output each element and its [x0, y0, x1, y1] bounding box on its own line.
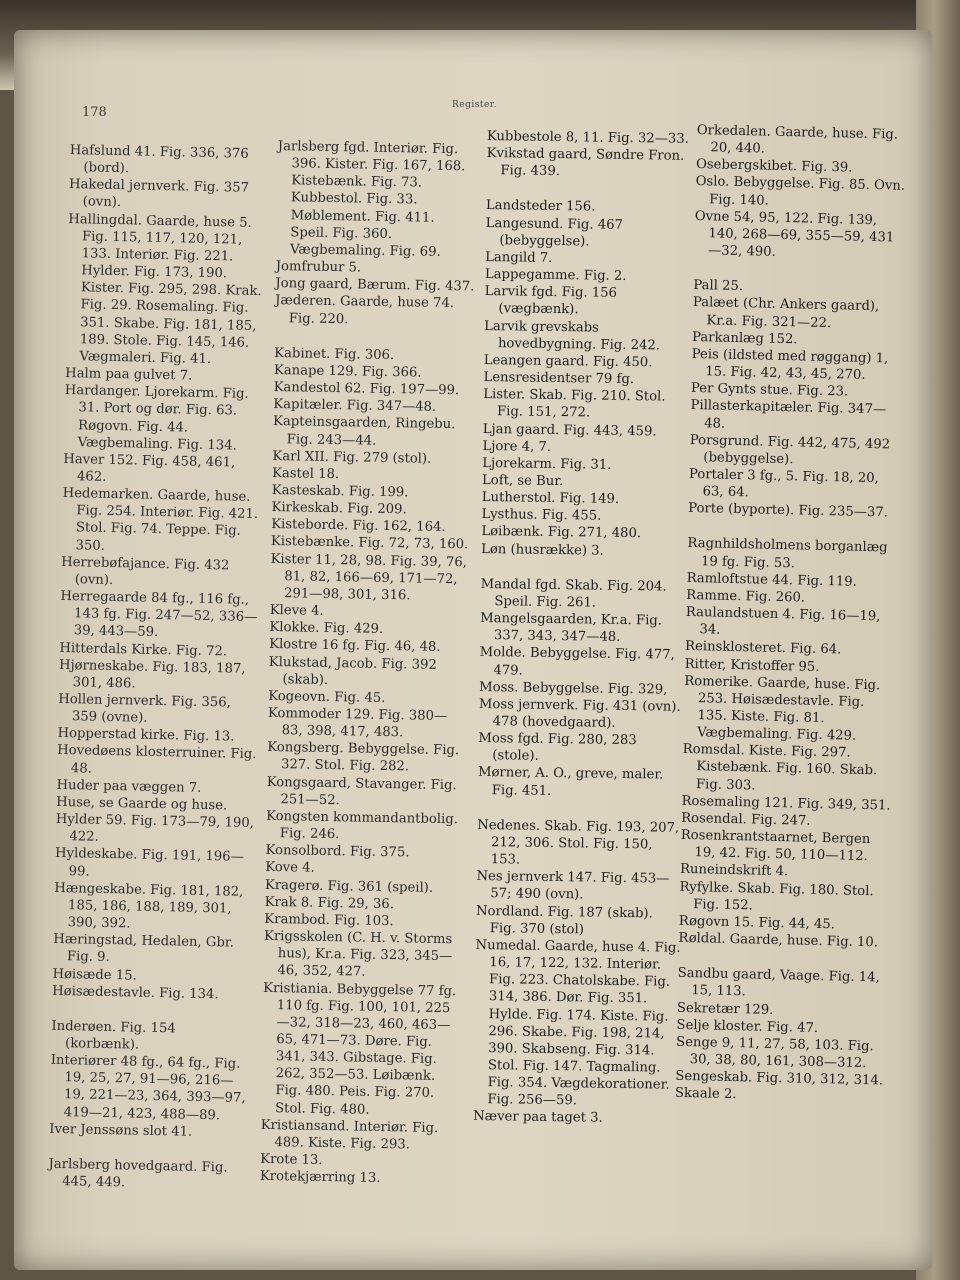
index-entry: Hedemarken. Gaarde, huse. Fig. 254. Interiør. Fig. 421. Stol. Fig. 74. Teppe. Fig. 350.: [62, 486, 259, 554]
index-entry: Lutherstol. Fig. 149.: [481, 490, 620, 508]
index-entry: Kogeovn. Fig. 45.: [268, 688, 386, 706]
index-entry: Ragnhildsholmens borganlæg 19 fg. Fig. 53.: [687, 536, 888, 571]
index-entry: Næver paa taget 3.: [473, 1109, 603, 1127]
index-entry: Moss jernverk. Fig. 431 (ovn). 478 (hovedgaard).: [478, 696, 681, 731]
index-entry: Hardanger. Ljorekarm. Fig. 31. Port og dør. Fig. 63. Røgovn. Fig. 44. Vægbemaling. Fig. 134.: [64, 383, 249, 454]
index-entry: Jarlsberg hovedgaard. Fig. 445, 449.: [48, 1156, 228, 1191]
index-entry: Høisædestavle. Fig. 134.: [52, 983, 219, 1002]
index-entry: Kongsten kommandantbolig. Fig. 246.: [266, 808, 459, 843]
index-entry: Løibænk. Fig. 271, 480.: [481, 524, 642, 542]
index-entry: Kristiansand. Interiør. Fig. 489. Kiste. Fig. 293.: [260, 1117, 439, 1153]
index-entry: Jæderen. Gaarde, huse 74. Fig. 220.: [275, 293, 455, 327]
index-entry: Løn (husrække) 3.: [481, 541, 604, 559]
index-entry: Landsteder 156.: [485, 198, 596, 215]
index-entry: Kirkeskab. Fig. 209.: [271, 500, 407, 518]
index-entry: Porte (byporte). Fig. 235—37.: [688, 501, 889, 521]
index-entry: Portaler 3 fg., 5. Fig. 18, 20, 63, 64.: [688, 466, 879, 501]
index-entry: Karl XII. Fig. 279 (stol).: [272, 448, 432, 467]
index-column-3: [473, 128, 692, 1128]
index-entry: Mandal fgd. Skab. Fig. 204. Speil. Fig. 261.: [480, 576, 667, 611]
index-entry: Røgovn 15. Fig. 44, 45.: [678, 913, 836, 933]
index-entry: Moss fgd. Fig. 280, 283 (stole).: [478, 731, 637, 765]
index-entry: Jong gaard, Bærum. Fig. 437.: [275, 276, 475, 295]
index-entry: Huse, se Gaarde og huse.: [56, 794, 228, 814]
index-entry: Nordland. Fig. 187 (skab). Fig. 370 (stol): [475, 903, 653, 938]
index-entry: Kapitæler. Fig. 347—48.: [273, 397, 437, 415]
index-entry: Oslo. Bebyggelse. Fig. 85. Ovn. Fig. 140.: [695, 174, 906, 209]
index-entry: Haver 152. Fig. 458, 461, 462.: [63, 451, 236, 485]
index-entry: Loft, se Bur.: [481, 472, 564, 490]
index-entry: Kapteinsgaarden, Ringebu. Fig. 243—44.: [272, 414, 456, 449]
index-entry: Ritter, Kristoffer 95.: [684, 656, 820, 675]
index-entry: Hallingdal. Gaarde, huse 5. Fig. 115, 117, 120, 121, 133. Interiør. Fig. 221. Hylder. Fig. 173, 190. Kister. Fig. 295, 298. Krak. Fig. 29. Rosemaling. Fig. 351. Skabe. Fig. 181, 185, 189. Stole. Fig. 145, 146. Vægmaleri. Fig. 41.: [68, 211, 262, 367]
index-entry: Runeindskrift 4.: [679, 862, 789, 880]
index-entry: Krotekjærring 13.: [259, 1169, 381, 1187]
index-entry: Høisæde 15.: [52, 966, 137, 984]
index-entry: Kasteskab. Fig. 199.: [271, 482, 409, 501]
page-number: 178: [82, 105, 107, 120]
index-entry: Jarlsberg fgd. Interiør. Fig. 396. Kister. Fig. 167, 168. Kistebænk. Fig. 73. Kubbestol. Fig. 33. Møblement. Fig. 411. Speil. Fig. 360. Vægbemaling. Fig. 69.: [277, 138, 466, 260]
index-entry: Porsgrund. Fig. 442, 475, 492 (bebyggelse).: [689, 432, 891, 468]
index-entry: Hovedøens klosterruiner. Fig. 48.: [57, 743, 257, 777]
index-entry: Nedenes. Skab. Fig. 193, 207, 212, 306. Stol. Fig. 150, 153.: [477, 817, 680, 868]
index-entry: Kristiania. Bebyggelse 77 fg. 110 fg. Fig. 100, 101, 225—32, 318—23, 460, 463—65, 471—73. Døre. Fig. 341, 343. Gibstage. Fig. 262, 352—53. Løibænk. Fig. 480. Peis. Fig. 270. Stol. Fig. 480.: [263, 980, 457, 1118]
index-entry: Skaale 2.: [674, 1086, 737, 1103]
index-entry: Kastel 18.: [272, 465, 340, 482]
index-entry: Senge 9, 11, 27, 58, 103. Fig. 30, 38, 80, 161, 308—312.: [675, 1034, 874, 1072]
index-column-4: [675, 122, 907, 1107]
index-entry: Larvik grevskabs hovedbygning. Fig. 242.: [484, 318, 661, 354]
index-entry: Kandestol 62. Fig. 197—99.: [273, 379, 460, 399]
index-entry: Ramme. Fig. 260.: [686, 587, 806, 606]
index-entry: Hylder 59. Fig. 173—79, 190, 422.: [55, 811, 255, 846]
index-entry: Klokke. Fig. 429.: [269, 620, 384, 638]
index-entry: Sengeskab. Fig. 310, 312, 314.: [675, 1068, 884, 1089]
running-head: Register.: [452, 100, 497, 110]
index-entry: Numedal. Gaarde, huse 4. Fig. 16, 17, 122, 132. Interiør. Fig. 223. Chatolskabe. Fig. 314, 386. Dør. Fig. 351. Hylde. Fig. 174. Kiste. Fig. 296. Skabe. Fig. 198, 214, 390. Skabseng. Fig. 314. Stol. Fig. 147. Tagmaling. Fig. 354. Vægdekorationer. Fig. 256—59.: [475, 937, 681, 1109]
index-entry: Røldal. Gaarde, huse. Fig. 10.: [678, 930, 879, 951]
index-entry: Peis (ildsted med røggang) 1, 15. Fig. 42, 43, 45, 270.: [691, 346, 889, 383]
index-entry: Klukstad, Jacob. Fig. 392 (skab).: [268, 654, 437, 688]
index-entry: Mørner, A. O., greve, maler. Fig. 451.: [477, 765, 664, 799]
index-entry: Leangen gaard. Fig. 450.: [483, 352, 653, 371]
index-entry: Krote 13.: [260, 1151, 323, 1168]
index-entry: Klostre 16 fg. Fig. 46, 48.: [269, 637, 441, 656]
index-entry: Parkanlæg 152.: [691, 329, 798, 348]
index-entry: Osebergskibet. Fig. 39.: [695, 157, 853, 176]
index-entry: Kabinet. Fig. 306.: [274, 345, 395, 363]
index-entry: Hafslund 41. Fig. 336, 376 (bord).: [69, 142, 249, 177]
index-entry: Rosendal. Fig. 247.: [681, 810, 811, 829]
index-entry: Halm paa gulvet 7.: [64, 365, 193, 384]
index-entry: Rosemaling 121. Fig. 349, 351.: [681, 793, 891, 814]
index-entry: Krambod. Fig. 103.: [264, 911, 394, 930]
index-entry: Hjørneskabe. Fig. 183, 187, 301, 486.: [58, 657, 246, 692]
index-entry: Lister. Skab. Fig. 210. Stol. Fig. 151, 272.: [483, 387, 666, 421]
index-entry: Pillasterkapitæler. Fig. 347—48.: [690, 398, 887, 432]
index-entry: Ljore 4, 7.: [482, 438, 552, 455]
index-entry: Konsolbord. Fig. 375.: [265, 843, 410, 861]
index-entry: Palæet (Chr. Ankers gaard), Kr.a. Fig. 321—22.: [692, 295, 880, 331]
index-entry: Rosenkrantstaarnet, Bergen 19, 42. Fig. 50, 110—112.: [680, 827, 871, 865]
index-entry: Hollen jernverk. Fig. 356, 359 (ovne).: [58, 691, 231, 726]
index-entry: Kvikstad gaard, Søndre Fron. Fig. 439.: [486, 146, 685, 180]
index-entry: Kove 4.: [265, 860, 315, 877]
index-entry: Hopperstad kirke. Fig. 13.: [57, 726, 235, 745]
index-entry: Lappegamme. Fig. 2.: [484, 267, 627, 285]
index-entry: Per Gynts stue. Fig. 23.: [690, 381, 849, 400]
index-entry: Selje kloster. Fig. 47.: [676, 1017, 819, 1036]
index-entry: Sekretær 129.: [676, 1000, 774, 1018]
index-entry: Hængeskabe. Fig. 181, 182, 185, 186, 188, 189, 301, 390, 392.: [54, 880, 244, 932]
index-entry: Inderøen. Fig. 154 (korbænk).: [51, 1018, 176, 1053]
index-entry: Kubbestole 8, 11. Fig. 32—33.: [486, 128, 690, 147]
index-entry: Langild 7.: [485, 249, 553, 266]
index-entry: Molde. Bebyggelse. Fig. 477, 479.: [479, 645, 675, 679]
index-entry: Sandbu gaard, Vaage. Fig. 14, 15, 113.: [677, 965, 880, 1000]
index-entry: Hyldeskabe. Fig. 191, 196—99.: [54, 846, 244, 880]
index-entry: Kragerø. Fig. 361 (speil).: [264, 877, 434, 896]
index-entry: Lysthus. Fig. 455.: [481, 507, 602, 524]
index-entry: Pall 25.: [693, 278, 744, 295]
index-entry: Ljorekarm. Fig. 31.: [482, 455, 612, 473]
index-entry: Hæringstad, Hedalen, Gbr. Fig. 9.: [53, 932, 235, 966]
index-entry: Lensresidentser 79 fg.: [483, 370, 635, 388]
index-entry: Herregaarde 84 fg., 116 fg., 143 fg. Fig. 247—52, 336—39, 443—59.: [60, 588, 258, 641]
index-entry: Ramloftstue 44. Fig. 119.: [686, 570, 857, 590]
index-entry: Ryfylke. Skab. Fig. 180. Stol. Fig. 152.: [679, 879, 874, 914]
index-entry: Romsdal. Kiste. Fig. 297. Kistebænk. Fig. 160. Skab. Fig. 303.: [682, 742, 878, 794]
index-entry: Interiører 48 fg., 64 fg., Fig. 19, 25, 27, 91—96, 216—19, 221—23, 364, 393—97, 419—21, 423, 488—89.: [50, 1052, 246, 1123]
index-entry: Kongsgaard, Stavanger. Fig. 251—52.: [266, 774, 457, 808]
index-column-1: [48, 142, 270, 1194]
index-entry: Kommoder 129. Fig. 380—83, 398, 417, 483.: [267, 705, 448, 741]
index-entry: Hakedal jernverk. Fig. 357 (ovn).: [68, 177, 250, 211]
index-entry: Mangelsgaarden, Kr.a. Fig. 337, 343, 347—48.: [480, 611, 663, 646]
index-entry: Kisteborde. Fig. 162, 164.: [271, 517, 446, 536]
index-entry: Ovne 54, 95, 122. Fig. 139, 140, 268—69, 355—59, 431—32, 490.: [694, 208, 895, 260]
index-entry: Huder paa væggen 7.: [56, 777, 202, 796]
index-entry: Ljan gaard. Fig. 443, 459.: [482, 421, 657, 439]
index-entry: Iver Jenssøns slot 41.: [49, 1121, 193, 1140]
index-entry: Romerike. Gaarde, huse. Fig. 253. Høisædestavle. Fig. 135. Kiste. Fig. 81. Vægbemaling. Fig. 429.: [684, 673, 881, 744]
index-entry: Larvik fgd. Fig. 156 (vægbænk).: [484, 284, 618, 318]
index-entry: Kongsberg. Bebyggelse. Fig. 327. Stol. Fig. 282.: [267, 740, 460, 775]
index-entry: Kistebænke. Fig. 72, 73, 160.: [270, 534, 469, 553]
index-entry: Jomfrubur 5.: [275, 259, 362, 276]
index-entry: Moss. Bebyggelse. Fig. 329,: [479, 679, 668, 698]
index-entry: Hitterdals Kirke. Fig. 72.: [59, 640, 228, 659]
index-entry: Herrebøfajance. Fig. 432 (ovn).: [61, 554, 230, 588]
index-entry: Orkedalen. Gaarde, huse. Fig. 20, 440.: [696, 122, 899, 157]
index-entry: Kister 11, 28, 98. Fig. 39, 76, 81, 82, 166—69, 171—72, 291—98, 301, 316.: [270, 551, 468, 604]
index-entry: Nes jernverk 147. Fig. 453—57; 490 (ovn).: [476, 869, 670, 903]
index-entry: Reinsklosteret. Fig. 64.: [684, 639, 842, 658]
index-entry: Langesund. Fig. 467 (bebyggelse).: [485, 215, 624, 250]
index-entry: Krigsskolen (C. H. v. Storms hus), Kr.a. Fig. 323, 345—46, 352, 427.: [263, 928, 453, 980]
index-entry: Kleve 4.: [269, 602, 324, 619]
index-entry: Kanape 129. Fig. 366.: [273, 362, 422, 381]
index-entry: Raulandstuen 4. Fig. 16—19, 34.: [685, 604, 881, 638]
index-entry: Krak 8. Fig. 29, 36.: [264, 894, 395, 912]
index-column-2: [260, 138, 478, 1189]
